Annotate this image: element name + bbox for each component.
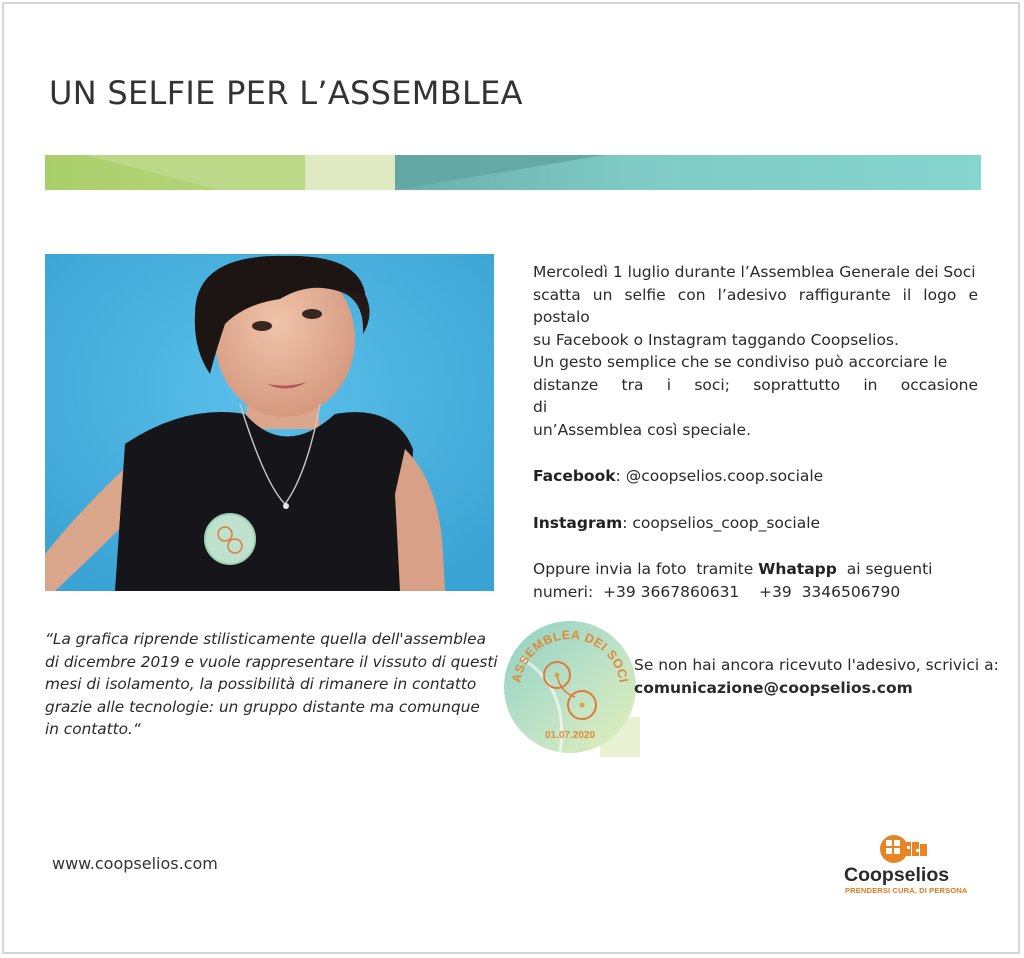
brand-name: Coopselios bbox=[844, 864, 950, 886]
assembly-sticker bbox=[500, 617, 640, 757]
quote-line: mesi di isolamento, la possibilità di rimanere in contatto bbox=[45, 675, 477, 693]
facebook-line bbox=[533, 465, 978, 488]
brand-tagline: PRENDERSI CURA, DI PERSONA bbox=[845, 886, 968, 895]
quote-line: di dicembre 2019 e vuole rappresentare il vissuto di questi bbox=[45, 652, 498, 671]
sticker-date: 01.07.2020 bbox=[544, 730, 596, 741]
intro-line: distanze tra i soci; soprattutto in occasione di bbox=[533, 375, 978, 416]
sticker-title: ASSEMBLEA DEI SOCI bbox=[509, 627, 631, 684]
facebook-label: Facebook bbox=[533, 467, 616, 485]
contact-email-link[interactable]: comunicazione@coopselios.com bbox=[634, 679, 913, 697]
phone-numbers: numeri: +39 3667860631 +39 3346506790 bbox=[533, 582, 901, 601]
quote-line: “La grafica riprende stilisticamente quella dell'assemblea bbox=[45, 630, 486, 648]
intro-line: Mercoledì 1 luglio durante l’Assemblea Generale dei Soci bbox=[533, 263, 976, 281]
quote-line: grazie alle tecnologie: un gruppo distante ma comunque bbox=[45, 697, 480, 716]
instagram-label: Instagram bbox=[533, 513, 623, 532]
instagram-line bbox=[533, 512, 978, 535]
whatsapp-label: Whatapp bbox=[758, 560, 837, 578]
contact-line: Se non hai ancora ricevuto l'adesivo, scrivici a: bbox=[634, 656, 999, 674]
instructions-block bbox=[533, 261, 978, 603]
intro-line: Un gesto semplice che se condiviso può accorciare le bbox=[533, 353, 948, 371]
quote-line: in contatto.“ bbox=[45, 720, 141, 738]
quote-block bbox=[45, 628, 498, 741]
intro-line: un’Assemblea così speciale. bbox=[533, 420, 751, 439]
whatsapp-prefix: Oppure invia la foto tramite bbox=[533, 560, 759, 578]
facebook-handle: : @coopselios.coop.sociale bbox=[615, 467, 824, 485]
website-link[interactable]: www.coopselios.com bbox=[52, 854, 218, 873]
intro-line: su Facebook o Instagram taggando Coopselios. bbox=[533, 330, 899, 349]
selfie-photo bbox=[45, 254, 494, 591]
contact-block bbox=[634, 654, 999, 700]
whatsapp-suffix: ai seguenti bbox=[836, 560, 933, 578]
page-title: UN SELFIE PER L’ASSEMBLEA bbox=[49, 74, 523, 112]
decorative-banner bbox=[45, 155, 981, 190]
intro-line: scatta un selfie con l’adesivo raffigurante il logo e postalo bbox=[533, 285, 978, 326]
instagram-handle: : coopselios_coop_sociale bbox=[622, 513, 821, 532]
whatsapp-line bbox=[533, 558, 978, 581]
